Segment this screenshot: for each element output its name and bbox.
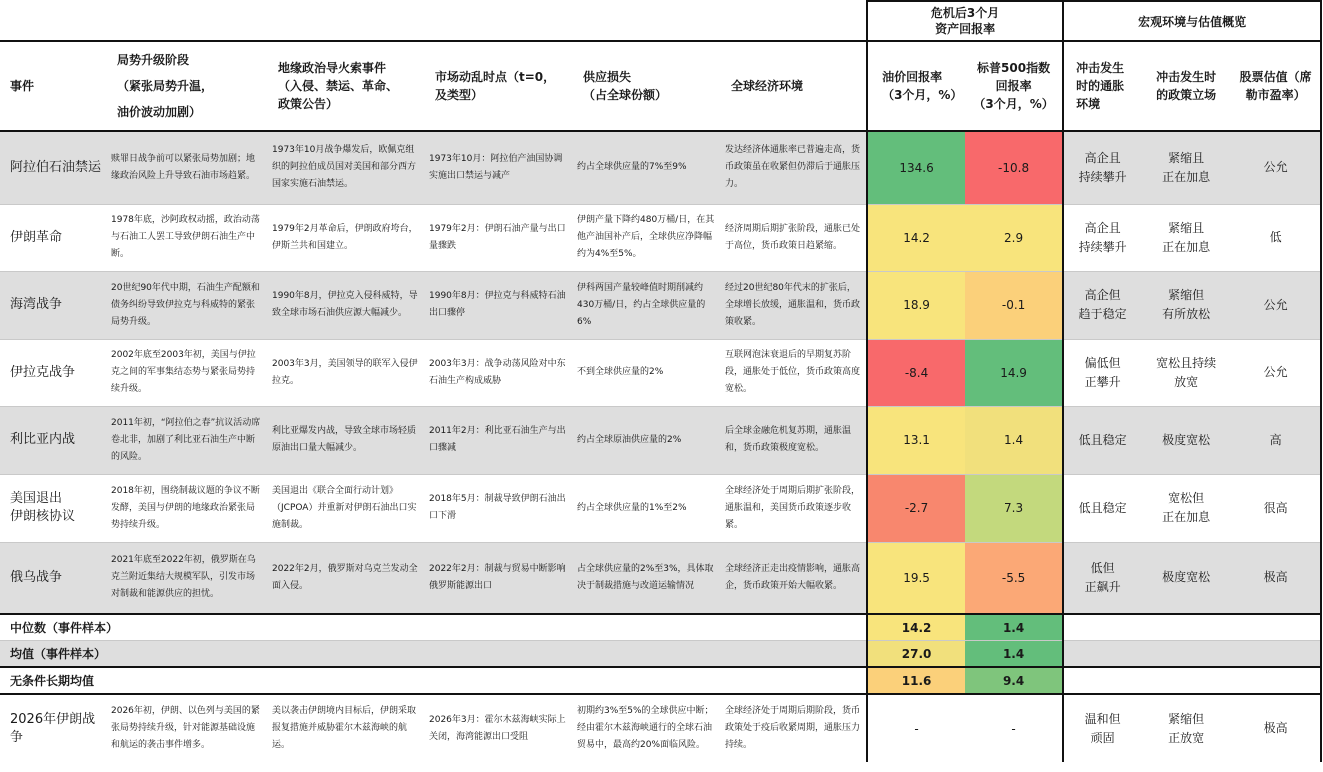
inflation-cell: 偏低但 正攀升 xyxy=(1084,355,1121,389)
table-row xyxy=(0,542,1321,614)
summary-label: 均值（事件样本） xyxy=(0,641,867,668)
cape-cell: 极高 xyxy=(1231,542,1321,614)
oil-return-cell: 18.9 xyxy=(867,271,965,339)
oil-return-cell: -8.4 xyxy=(867,339,965,406)
supply-cell: 初期约3%至5%的全球供应中断；经由霍尔木兹海峡通行的全球石油贸易中，最高约20%面临风险。 xyxy=(577,706,714,750)
spx-return-cell: 14.9 xyxy=(965,339,1063,406)
inflation-cell: 高企且 持续攀升 xyxy=(1078,220,1127,254)
inflation-cell: 高企且 持续攀升 xyxy=(1063,131,1141,204)
summary-oil-return: 27.0 xyxy=(867,641,965,668)
trigger-cell: 1979年2月革命后，伊朗政府垮台，伊斯兰共和国建立。 xyxy=(272,223,418,251)
policy-cell: 宽松且持续 放宽 xyxy=(1156,355,1217,389)
event-name: 2026年伊朗战 争 xyxy=(10,711,96,745)
returns-group-header: 危机后3个月 资产回报率 xyxy=(867,1,1063,41)
supply-cell: 约占全球原油供应量的2% xyxy=(573,406,721,474)
spx-return-cell: -10.8 xyxy=(965,131,1063,204)
inflation-cell: 低且稳定 xyxy=(1078,500,1127,515)
summary-spx-return: 9.4 xyxy=(965,667,1063,694)
event-name: 美国退出 伊朗核协议 xyxy=(10,491,76,524)
event-name: 伊朗革命 xyxy=(10,229,63,245)
summary-row xyxy=(0,614,1321,641)
global-economy-cell: 后全球金融危机复苏期，通胀温和，货币政策极度宽松。 xyxy=(721,406,867,474)
summary-oil-return: 11.6 xyxy=(867,667,965,694)
stage-cell: 2021年底至2022年初，俄罗斯在乌克兰附近集结大规模军队，引发市场对制裁和能源供应的担忧。 xyxy=(107,542,268,614)
stage-cell: 2002年底至2003年初，美国与伊拉克之间的军事集结态势与紧张局势持续升级。 xyxy=(111,350,256,394)
col-header-spx-return: 标普500指数 回报率 （3个月，%） xyxy=(965,41,1063,131)
table-row xyxy=(0,204,1321,271)
trigger-cell: 2003年3月，美国领导的联军入侵伊拉克。 xyxy=(272,358,418,386)
col-header-stage: 局势升级阶段 （紧张局势升温， 油价波动加剧） xyxy=(117,52,214,119)
event-rows xyxy=(0,131,1321,614)
col-header-trigger: 地缘政治导火索事件 （入侵、禁运、革命、 政策公告） xyxy=(278,61,399,111)
oil-return-cell: -2.7 xyxy=(867,474,965,542)
disruption-cell: 2003年3月：战争动荡风险对中东石油生产构成威胁 xyxy=(429,358,566,386)
global-economy-cell: 发达经济体通胀率已普遍走高，货币政策虽在收紧但仍滞后于通胀压力。 xyxy=(721,131,867,204)
oil-return-cell: 134.6 xyxy=(867,131,965,204)
summary-rows xyxy=(0,614,1321,694)
supply-cell: 占全球供应量的2%至3%，具体取决于制裁措施与改道运输情况 xyxy=(573,542,721,614)
stage-cell: 2018年初，围绕制裁议题的争议不断发酵，美国与伊朗的地缘政治紧张局势持续升级。 xyxy=(111,485,260,530)
trigger-cell: 2022年2月，俄罗斯对乌克兰发动全面入侵。 xyxy=(268,542,425,614)
col-header-supply: 供应损失 （占全球份额） xyxy=(583,70,668,102)
table-row xyxy=(0,406,1321,474)
event-name: 海湾战争 xyxy=(0,271,107,339)
stage-cell: 1978年底，沙阿政权动摇，政治动荡与石油工人罢工导致伊朗石油生产中断。 xyxy=(111,215,260,259)
summary-label: 无条件长期均值 xyxy=(10,674,95,688)
supply-cell: 伊朗产量下降约480万桶/日，在其他产油国补产后，全球供应净降幅约为4%至5%。 xyxy=(577,215,715,259)
event-name: 阿拉伯石油禁运 xyxy=(0,131,107,204)
spx-return-cell: -5.5 xyxy=(965,542,1063,614)
trigger-cell: 利比亚爆发内战，导致全球市场轻质原油出口量大幅减少。 xyxy=(268,406,425,474)
disruption-cell: 2026年3月：霍尔木兹海峡实际上关闭，海湾能源出口受阻 xyxy=(429,714,566,742)
summary-macro-blank xyxy=(1063,641,1321,668)
stage-cell: 赎罪日战争前可以紧张局势加剧；地缘政治风险上升导致石油市场趋紧。 xyxy=(107,131,268,204)
col-header-cape: 股票估值（席 勒市盈率） xyxy=(1231,41,1321,131)
global-economy-cell: 经济周期后期扩张阶段，通胀已处于高位，货币政策日趋紧缩。 xyxy=(725,223,861,251)
trigger-cell: 1973年10月战争爆发后，欧佩克组织的阿拉伯成员国对美国和部分西方国家实施石油禁运。 xyxy=(268,131,425,204)
event-name: 利比亚内战 xyxy=(0,406,107,474)
policy-cell: 紧缩且 正在加息 xyxy=(1141,131,1231,204)
supply-cell: 约占全球供应量的7%至9% xyxy=(573,131,721,204)
inflation-cell: 温和但 顽固 xyxy=(1084,711,1121,745)
policy-cell: 紧缩但 有所放松 xyxy=(1141,271,1231,339)
global-economy-cell: 经过20世纪80年代末的扩张后，全球增长放缓，通胀温和，货币政策收紧。 xyxy=(721,271,867,339)
summary-spx-return: 1.4 xyxy=(965,641,1063,668)
cape-cell: 公允 xyxy=(1231,131,1321,204)
cape-cell: 低 xyxy=(1231,204,1321,271)
cape-cell: 很高 xyxy=(1231,474,1321,542)
disruption-cell: 1990年8月：伊拉克与科威特石油出口骤停 xyxy=(425,271,573,339)
policy-cell: 宽松但 正在加息 xyxy=(1162,491,1211,524)
oil-return-cell: - xyxy=(867,694,965,762)
stage-cell: 2011年初，“阿拉伯之春”抗议活动席卷北非，加剧了利比亚石油生产中断的风险。 xyxy=(107,406,268,474)
oil-return-cell: 14.2 xyxy=(867,204,965,271)
disruption-cell: 2022年2月：制裁与贸易中断影响俄罗斯能源出口 xyxy=(425,542,573,614)
table-row xyxy=(0,474,1321,542)
oil-return-cell: 13.1 xyxy=(867,406,965,474)
inflation-cell: 低但 正飙升 xyxy=(1063,542,1141,614)
cape-cell: 公允 xyxy=(1231,339,1321,406)
summary-macro-blank xyxy=(1063,614,1321,641)
col-header-inflation: 冲击发生 时的通胀 环境 xyxy=(1076,61,1125,111)
col-header-global-economy: 全球经济环境 xyxy=(731,79,804,93)
supply-cell: 伊科两国产量较峰值时期削减约430万桶/日，约占全球供应量的6% xyxy=(573,271,721,339)
cape-cell: 高 xyxy=(1231,406,1321,474)
disruption-cell: 1979年2月：伊朗石油产量与出口量骤跌 xyxy=(429,223,566,251)
cape-cell: 公允 xyxy=(1231,271,1321,339)
disruption-cell: 2018年5月：制裁导致伊朗石油出口下滑 xyxy=(429,494,566,521)
global-economy-cell: 全球经济处于周期后期阶段，货币政策处于疫后收紧周期，通胀压力持续。 xyxy=(725,706,861,750)
table-row-2026 xyxy=(0,694,1321,762)
policy-cell: 紧缩但 正放宽 xyxy=(1168,711,1205,745)
summary-row xyxy=(0,667,1321,694)
oil-return-cell: 19.5 xyxy=(867,542,965,614)
summary-label: 中位数（事件样本） xyxy=(10,621,119,635)
trigger-cell: 美以袭击伊朗境内目标后，伊朗采取报复措施并威胁霍尔木兹海峡的航运。 xyxy=(272,706,417,750)
event-name: 俄乌战争 xyxy=(0,542,107,614)
global-economy-cell: 互联网泡沫衰退后的早期复苏阶段，通胀处于低位，货币政策高度宽松。 xyxy=(725,350,861,394)
cape-cell: 极高 xyxy=(1231,694,1321,762)
spx-return-cell: 1.4 xyxy=(965,406,1063,474)
stage-cell: 2026年初，伊朗、以色列与美国的紧张局势持续升级，针对能源基础设施和航运的袭击事件增多。 xyxy=(111,706,260,750)
trigger-cell: 美国退出《联合全面行动计划》（JCPOA）并重新对伊朗石油出口实施制裁。 xyxy=(272,485,417,530)
supply-cell: 不到全球供应量的2% xyxy=(577,367,664,377)
spx-return-cell: 7.3 xyxy=(965,474,1063,542)
policy-cell: 极度宽松 xyxy=(1141,542,1231,614)
policy-cell: 极度宽松 xyxy=(1141,406,1231,474)
summary-row xyxy=(0,641,1321,668)
col-header-disruption: 市场动乱时点（t=0， 及类型） xyxy=(435,70,556,102)
policy-cell: 紧缩且 正在加息 xyxy=(1162,220,1211,254)
col-header-oil-return: 油价回报率 （3个月，%） xyxy=(867,41,965,131)
inflation-cell: 低且稳定 xyxy=(1063,406,1141,474)
supply-cell: 约占全球供应量的1%至2% xyxy=(577,502,687,513)
macro-group-header: 宏观环境与估值概览 xyxy=(1063,1,1321,41)
table-row xyxy=(0,271,1321,339)
event-name: 伊拉克战争 xyxy=(10,364,76,380)
spx-return-cell: - xyxy=(965,694,1063,762)
summary-spx-return: 1.4 xyxy=(965,614,1063,641)
col-header-event: 事件 xyxy=(10,79,35,93)
global-economy-cell: 全球经济处于周期后期扩张阶段，通胀温和，美国货币政策逐步收紧。 xyxy=(725,485,861,530)
table-row xyxy=(0,339,1321,406)
summary-oil-return: 14.2 xyxy=(867,614,965,641)
table-row xyxy=(0,131,1321,204)
stage-cell: 20世纪90年代中期，石油生产配额和债务纠纷导致伊拉克与科威特的紧张局势升级。 xyxy=(107,271,268,339)
trigger-cell: 1990年8月，伊拉克入侵科威特，导致全球市场石油供应源大幅减少。 xyxy=(268,271,425,339)
disruption-cell: 1973年10月：阿拉伯产油国协调实施出口禁运与减产 xyxy=(425,131,573,204)
spx-return-cell: 2.9 xyxy=(965,204,1063,271)
col-header-policy: 冲击发生时 的政策立场 xyxy=(1156,70,1217,102)
summary-macro-blank xyxy=(1063,667,1321,694)
spx-return-cell: -0.1 xyxy=(965,271,1063,339)
inflation-cell: 高企但 趋于稳定 xyxy=(1063,271,1141,339)
disruption-cell: 2011年2月：利比亚石油生产与出口骤减 xyxy=(425,406,573,474)
global-economy-cell: 全球经济正走出疫情影响，通胀高企，货币政策开始大幅收紧。 xyxy=(721,542,867,614)
